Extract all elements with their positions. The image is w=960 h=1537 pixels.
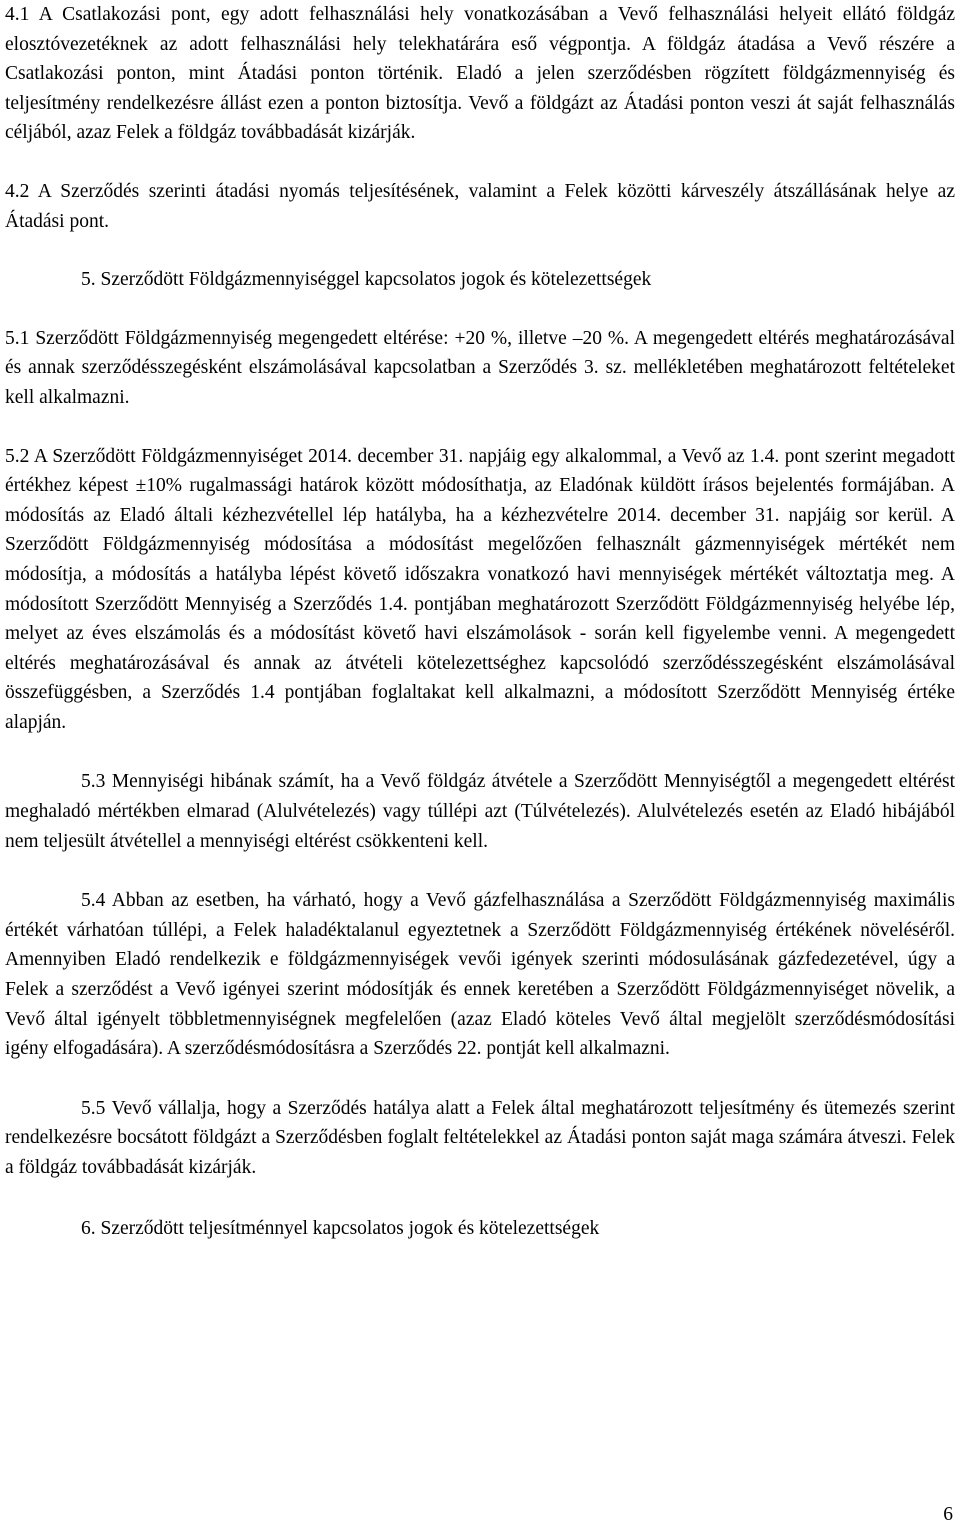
paragraph-5-4: 5.4 Abban az esetben, ha várható, hogy a Vevő gázfelhasználása a Szerződött Földgázmennyiség maximális értékét várhatóan túllépi, a Felek haladéktalanul egyeztetnek a Szerződött Földgázmennyiség értékének növeléséről. Amennyiben Eladó rendelkezik e földgázmennyiségek vevői igények szerinti módosulásának gázfedezetével, úgy a Felek a szerződést a Vevő igényei szerint módosítják és ennek keretében a Szerződött Földgázmennyiséget növelik, a Vevő által igényelt többletmennyiségnek megfelelően (azaz Eladó köteles Vevő által megjelölt szerződésmódosítási igény elfogadására). A szerződésmódosításra a Szerződés 22. pontját kell alkalmazni.	[5, 890, 955, 1060]
paragraph-5-2: 5.2 A Szerződött Földgázmennyiséget 2014. december 31. napjáig egy alkalommal, a Vevő az 1.4. pont szerint megadott értékhez képest ±10% rugalmassági határok között módosíthatja, az Eladónak küldött írásos bejelentés formájában. A módosítás az Eladó általi kézhezvétellel lép hatályba, ha a kézhezvételre 2014. december 31. napjáig sor kerül. A Szerződött Földgázmennyiség módosítása a módosítást megelőzően felhasznált gázmennyiségek mértékét nem módosítja, a módosítás a hatályba lépést követő időszakra vonatkozó havi mennyiségek mértékét változtatja meg. A módosított Szerződött Mennyiség a Szerződés 1.4. pontjában meghatározott Szerződött Földgázmennyiség helyébe lép, melyet az éves elszámolás és a módosítást követő havi elszámolások - során kell figyelembe venni. A megengedett eltérés meghatározásával és annak az átvételi kötelezettséghez kapcsolódó szerződésszegésként elszámolásával összefüggésben, a Szerződés 1.4 pontjában foglaltakat kell alkalmazni, a módosított Szerződött Mennyiség értéke alapján.	[5, 445, 955, 733]
page-number: 6	[943, 1504, 953, 1525]
section-heading-6: 6. Szerződött teljesítménnyel kapcsolatos jogok és kötelezettségek	[81, 1217, 600, 1239]
document-page	[5, 0, 955, 1243]
section-heading-5: 5. Szerződött Földgázmennyiséggel kapcsolatos jogok és kötelezettségek	[81, 269, 652, 291]
paragraph-5-3: 5.3 Mennyiségi hibának számít, ha a Vevő földgáz átvétele a Szerződött Mennyiségtől a megengedett eltérést meghaladó mértékben elmarad (Alulvételezés) vagy túllépi azt (Túlvételezés). Alulvételezés esetén az Eladó hibájából nem teljesült átvétellel a mennyiségi eltérést csökkenteni kell.	[5, 771, 955, 852]
paragraph-4-1: 4.1 A Csatlakozási pont, egy adott felhasználási hely vonatkozásában a Vevő felhasználási helyeit ellátó földgáz elosztóvezetéknek az adott felhasználási hely telekhatárára eső végpontja. A földgáz átadása a Vevő részére a Csatlakozási ponton, mint Átadási ponton történik. Eladó a jelen szerződésben rögzített földgázmennyiség és teljesítmény rendelkezésre állást ezen a ponton biztosítja. Vevő a földgázt az Átadási ponton veszi át saját felhasználás céljából, azaz Felek a földgáz továbbadását kizárják.	[5, 4, 955, 144]
paragraph-5-5: 5.5 Vevő vállalja, hogy a Szerződés hatálya alatt a Felek által meghatározott teljesítmény és ütemezés szerint rendelkezésre bocsátott földgázt a Szerződésben foglalt feltételekkel az Átadási ponton saját maga számára átveszi. Felek a földgáz továbbadását kizárják.	[5, 1097, 955, 1178]
paragraph-5-1: 5.1 Szerződött Földgázmennyiség megengedett eltérése: +20 %, illetve –20 %. A megengedett eltérés meghatározásával és annak szerződésszegésként elszámolásával kapcsolatban a Szerződés 3. sz. mellékletében meghatározott feltételeket kell alkalmazni.	[5, 327, 955, 408]
paragraph-4-2: 4.2 A Szerződés szerinti átadási nyomás teljesítésének, valamint a Felek közötti kárveszély átszállásának helye az Átadási pont.	[5, 180, 955, 232]
